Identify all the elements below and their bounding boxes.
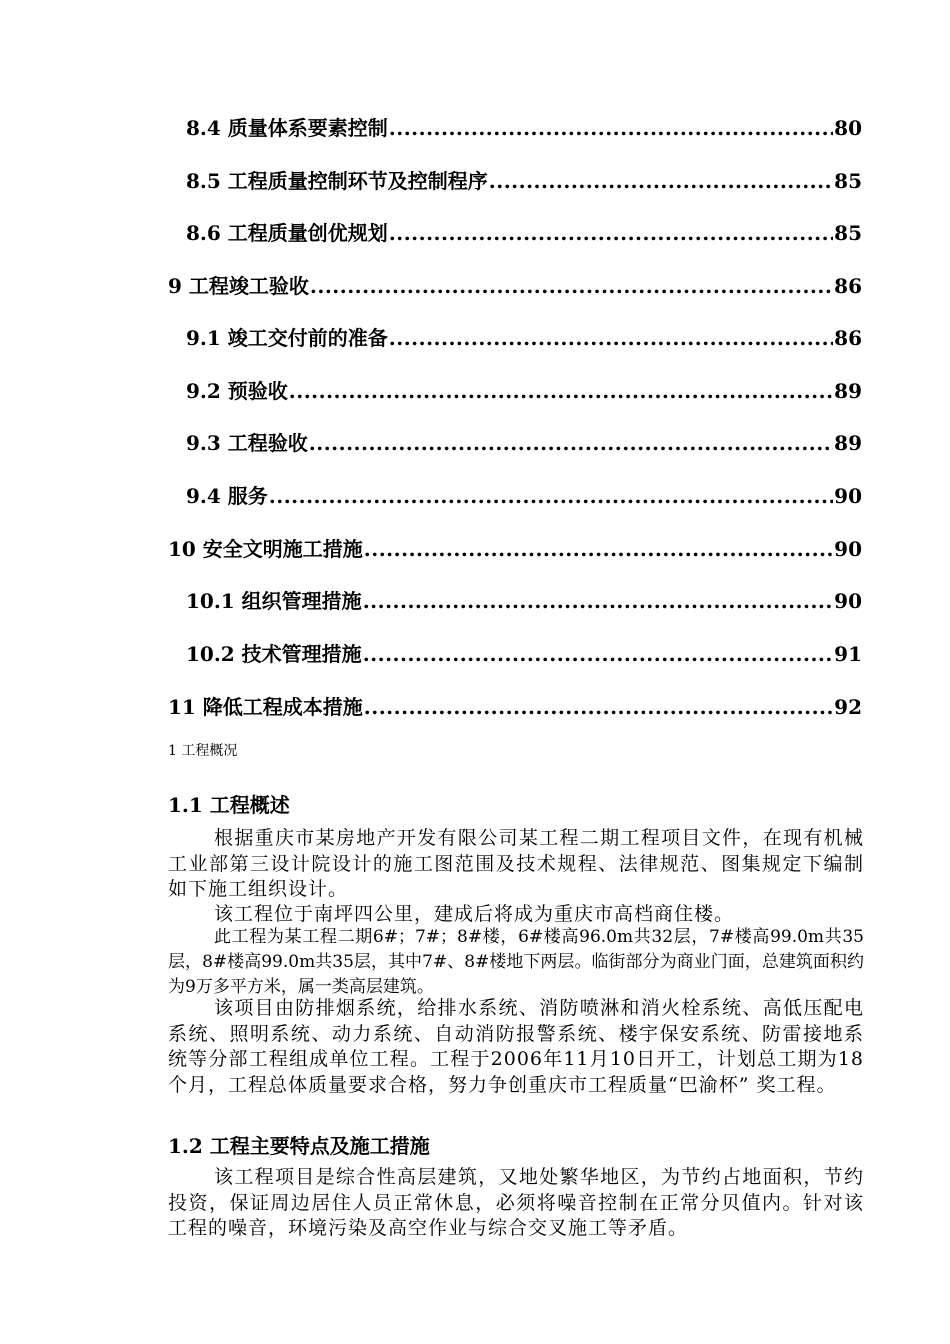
body-paragraph: 此工程为某工程二期6#；7#；8#楼，6#楼高96.0m共32层，7#楼高99.0m共35层，8#楼高99.0m共35层，其中7#、8#楼地下两层。临街部分为商业门面，总建筑面积约为9万多平方米，属一类高层建筑。 [168,927,864,997]
toc-entry-label: 9.4 服务 [186,484,268,508]
toc-dot-leader [363,589,833,613]
toc-entry-page: 80 [834,116,862,140]
toc-entry-page: 85 [834,221,862,245]
section-heading: 1.1 工程概述 [168,793,290,817]
toc-entry[interactable] [186,638,862,667]
toc-entry-page: 91 [834,642,862,666]
toc-dot-leader [389,116,833,140]
toc-dot-leader [389,221,833,245]
toc-entry-label: 10 安全文明施工措施 [168,537,363,561]
toc-entry[interactable] [186,480,862,509]
toc-dot-leader [364,537,833,561]
toc-entry-page: 86 [834,326,862,350]
toc-entry-label: 9 工程竣工验收 [168,274,309,298]
toc-entry[interactable] [168,691,862,720]
toc-dot-leader [309,431,833,455]
toc-entry[interactable] [186,375,862,404]
toc-entry-label: 9.1 竣工交付前的准备 [186,326,388,350]
section-heading: 1.2 工程主要特点及施工措施 [168,1134,430,1158]
toc-entry-label: 8.5 工程质量控制环节及控制程序 [186,169,488,193]
toc-entry-page: 92 [834,695,862,719]
body-paragraph: 该工程项目是综合性高层建筑，又地处繁华地区，为节约占地面积，节约投资，保证周边居住人员正常休息，必须将噪音控制在正常分贝值内。针对该工程的噪音，环境污染及高空作业与综合交叉施工等矛盾。 [168,1166,864,1239]
section-note: 1 工程概况 [168,743,238,759]
toc-entry[interactable] [168,270,862,299]
toc-entry-page: 90 [834,589,862,613]
toc-entry[interactable] [186,112,862,141]
toc-entry-page: 90 [834,484,862,508]
body-paragraph: 根据重庆市某房地产开发有限公司某工程二期工程项目文件，在现有机械工业部第三设计院设计的施工图范围及技术规程、法律规范、图集规定下编制如下施工组织设计。 [168,827,864,900]
toc-entry-label: 8.6 工程质量创优规划 [186,221,388,245]
toc-entry-page: 90 [834,537,862,561]
toc-entry[interactable] [186,585,862,614]
body-paragraph: 该工程位于南坪四公里，建成后将成为重庆市高档商住楼。 [214,903,735,925]
toc-entry[interactable] [186,427,862,456]
toc-dot-leader [489,169,833,193]
toc-entry-label: 9.2 预验收 [186,379,288,403]
toc-entry[interactable] [186,322,862,351]
body-paragraph: 该项目由防排烟系统，给排水系统、消防喷淋和消火栓系统、高低压配电系统、照明系统、动力系统、自动消防报警系统、楼宇保安系统、防雷接地系统等分部工程组成单位工程。工程于2006年11月10日开工，计划总工期为18个月，工程总体质量要求合格，努力争创重庆市工程质量“巴渝杯” 奖工程。 [168,997,864,1096]
toc-entry-label: 8.4 质量体系要素控制 [186,116,388,140]
toc-dot-leader [269,484,833,508]
toc-entry-label: 9.3 工程验收 [186,431,308,455]
toc-dot-leader [363,642,833,666]
toc-entry-label: 11 降低工程成本措施 [168,695,363,719]
toc-entry-page: 89 [834,431,862,455]
toc-entry-label: 10.1 组织管理措施 [186,589,362,613]
toc-entry[interactable] [186,217,862,246]
toc-entry-page: 85 [834,169,862,193]
toc-dot-leader [364,695,833,719]
toc-entry-page: 86 [834,274,862,298]
toc-entry-label: 10.2 技术管理措施 [186,642,362,666]
toc-entry-page: 89 [834,379,862,403]
toc-dot-leader [310,274,833,298]
toc-entry[interactable] [186,165,862,194]
toc-dot-leader [389,326,833,350]
toc-entry[interactable] [168,533,862,562]
toc-dot-leader [289,379,833,403]
